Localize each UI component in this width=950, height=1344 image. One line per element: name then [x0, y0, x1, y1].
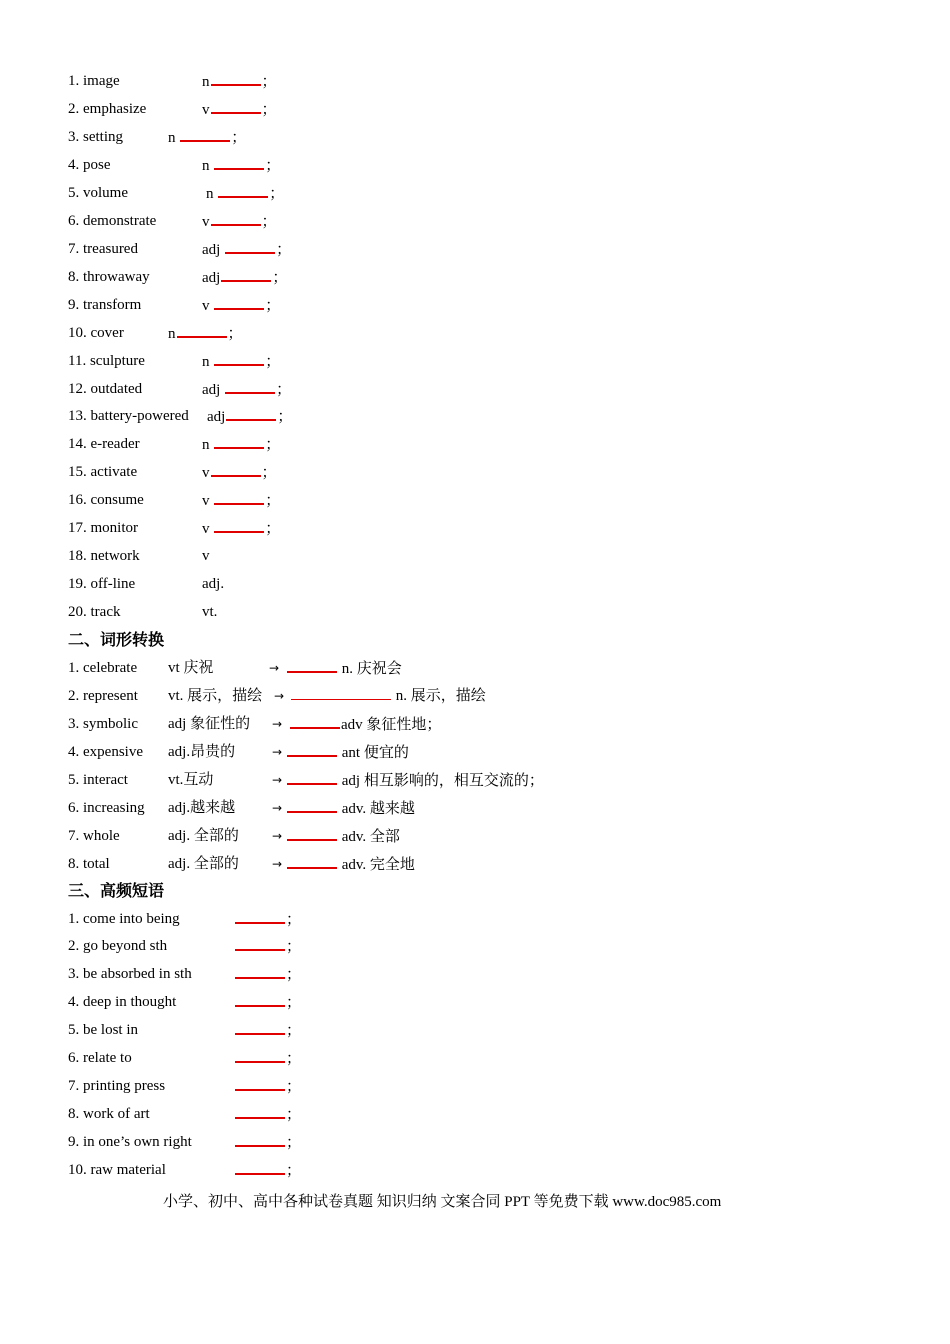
pos: adj [207, 409, 226, 425]
phrase: 3. be absorbed in sth [68, 966, 192, 982]
word: 19. off-line [68, 576, 136, 592]
suffix: ； [286, 1051, 302, 1067]
phrase: 10. raw material [68, 1162, 166, 1178]
word: 4. pose [68, 157, 111, 173]
suffix: ； [286, 1023, 302, 1039]
suffix: ； [265, 158, 281, 174]
answer-blank[interactable] [287, 853, 337, 869]
word: 6. increasing [68, 800, 145, 816]
pos: adj [202, 382, 221, 398]
answer-blank[interactable] [225, 378, 275, 394]
suffix: ； [286, 1135, 302, 1151]
word: 1. image [68, 73, 120, 89]
word: 7. whole [68, 828, 120, 844]
meaning: adj. 全部的 [168, 856, 239, 872]
word: 8. throwaway [68, 269, 150, 285]
answer-blank[interactable] [291, 685, 391, 700]
word: 16. consume [68, 492, 144, 508]
suffix: ； [261, 74, 277, 90]
answer-blank[interactable] [214, 517, 264, 533]
answer-blank[interactable] [211, 461, 261, 477]
word: 4. expensive [68, 744, 143, 760]
suffix: ； [276, 382, 292, 398]
pos: v [202, 102, 210, 118]
answer-blank[interactable] [214, 294, 264, 310]
word: 10. cover [68, 325, 124, 341]
answer-blank[interactable] [235, 963, 285, 979]
answer-blank[interactable] [235, 991, 285, 1007]
pos: v [202, 521, 210, 537]
suffix: ； [265, 298, 281, 314]
answer-blank[interactable] [211, 210, 261, 226]
arrow-icon: → [272, 801, 283, 815]
pos: vt. [202, 604, 218, 620]
meaning: vt 庆祝 [168, 660, 214, 676]
result: n. 庆祝会 [341, 661, 402, 677]
answer-blank[interactable] [211, 70, 261, 86]
meaning: adj.越来越 [168, 800, 236, 816]
phrase: 8. work of art [68, 1106, 150, 1122]
answer-blank[interactable] [287, 741, 337, 757]
result: adv. 越来越 [341, 801, 415, 817]
answer-blank[interactable] [214, 350, 264, 366]
pos: v [202, 298, 210, 314]
suffix: ； [265, 354, 281, 370]
pos: n [202, 74, 210, 90]
pos: v [202, 548, 210, 564]
pos: v [202, 214, 210, 230]
word: 5. volume [68, 185, 128, 201]
answer-blank[interactable] [226, 405, 276, 421]
meaning: vt.互动 [168, 772, 214, 788]
word: 20. track [68, 604, 121, 620]
word: 11. sculpture [68, 353, 145, 369]
meaning: adj.昂贵的 [168, 744, 236, 760]
suffix: ； [231, 130, 247, 146]
answer-blank[interactable] [235, 1103, 285, 1119]
suffix: ； [272, 270, 288, 286]
answer-blank[interactable] [180, 126, 230, 142]
suffix: ； [261, 102, 277, 118]
meaning: adj 象征性的 [168, 716, 251, 732]
arrow-icon: → [272, 857, 283, 871]
pos: n [206, 186, 214, 202]
answer-blank[interactable] [290, 713, 340, 729]
meaning: vt. 展示，描绘 [168, 688, 263, 704]
phrase: 6. relate to [68, 1050, 132, 1066]
suffix: ； [265, 437, 281, 453]
answer-blank[interactable] [287, 797, 337, 813]
suffix: ； [269, 186, 285, 202]
arrow-icon: → [272, 717, 283, 731]
phrase: 5. be lost in [68, 1022, 138, 1038]
result: adv. 完全地 [341, 857, 415, 873]
answer-blank[interactable] [235, 1075, 285, 1091]
answer-blank[interactable] [221, 266, 271, 282]
word: 1. celebrate [68, 660, 138, 676]
result: n. 展示，描绘 [395, 688, 486, 704]
arrow-icon: → [274, 689, 285, 703]
arrow-icon: → [272, 745, 283, 759]
word: 5. interact [68, 772, 128, 788]
answer-blank[interactable] [235, 1159, 285, 1175]
word: 14. e-reader [68, 436, 140, 452]
suffix: ； [261, 214, 277, 230]
pos: adj [202, 242, 221, 258]
answer-blank[interactable] [214, 433, 264, 449]
word: 12. outdated [68, 381, 143, 397]
pos: v [202, 465, 210, 481]
word: 2. emphasize [68, 101, 147, 117]
answer-blank[interactable] [235, 1131, 285, 1147]
word: 9. transform [68, 297, 142, 313]
result: adv 象征性地； [341, 717, 442, 733]
result: adj 相互影响的，相互交流的； [341, 773, 544, 789]
answer-blank[interactable] [211, 98, 261, 114]
word: 13. battery-powered [68, 408, 189, 424]
result: ant 便宜的 [341, 745, 409, 761]
suffix: ； [227, 326, 243, 342]
pos: n [202, 437, 210, 453]
word: 2. represent [68, 688, 138, 704]
suffix: ； [286, 995, 302, 1011]
suffix: ； [286, 912, 302, 928]
answer-blank[interactable] [177, 322, 227, 338]
word: 15. activate [68, 464, 138, 480]
answer-blank[interactable] [235, 935, 285, 951]
suffix: ； [265, 521, 281, 537]
word: 18. network [68, 548, 140, 564]
word: 17. monitor [68, 520, 138, 536]
suffix: ； [286, 939, 302, 955]
suffix: ； [286, 1079, 302, 1095]
phrase: 2. go beyond sth [68, 938, 168, 954]
answer-blank[interactable] [214, 489, 264, 505]
suffix: ； [276, 242, 292, 258]
answer-blank[interactable] [225, 238, 275, 254]
word: 6. demonstrate [68, 213, 157, 229]
word: 7. treasured [68, 241, 138, 257]
suffix: ； [261, 465, 277, 481]
page-footer: 小学、初中、高中各种试卷真题 知识归纳 文案合同 PPT 等免费下载 www.doc985.com [163, 1194, 722, 1210]
pos: n [168, 130, 176, 146]
word: 8. total [68, 856, 110, 872]
result: adv. 全部 [341, 829, 400, 845]
answer-blank[interactable] [235, 908, 285, 924]
suffix: ； [277, 409, 293, 425]
phrase: 9. in one’s own right [68, 1134, 192, 1150]
answer-blank[interactable] [287, 657, 337, 673]
suffix: ； [265, 493, 281, 509]
phrase: 1. come into being [68, 911, 180, 927]
answer-blank[interactable] [235, 1047, 285, 1063]
section-heading: 二、词形转换 [68, 630, 165, 649]
pos: adj [202, 270, 221, 286]
pos: n [168, 326, 176, 342]
section-heading: 三、高频短语 [68, 881, 165, 900]
arrow-icon: → [272, 829, 283, 843]
phrase: 7. printing press [68, 1078, 166, 1094]
pos: adj. [202, 576, 225, 592]
pos: n [202, 354, 210, 370]
meaning: adj. 全部的 [168, 828, 239, 844]
answer-blank[interactable] [214, 154, 264, 170]
pos: v [202, 493, 210, 509]
answer-blank[interactable] [287, 825, 337, 841]
arrow-icon: → [272, 773, 283, 787]
phrase: 4. deep in thought [68, 994, 177, 1010]
suffix: ； [286, 1107, 302, 1123]
suffix: ； [286, 1163, 302, 1179]
arrow-icon: → [269, 661, 280, 675]
word: 3. setting [68, 129, 123, 145]
answer-blank[interactable] [235, 1019, 285, 1035]
pos: n [202, 158, 210, 174]
answer-blank[interactable] [218, 182, 268, 198]
answer-blank[interactable] [287, 769, 337, 785]
suffix: ； [286, 967, 302, 983]
word: 3. symbolic [68, 716, 138, 732]
